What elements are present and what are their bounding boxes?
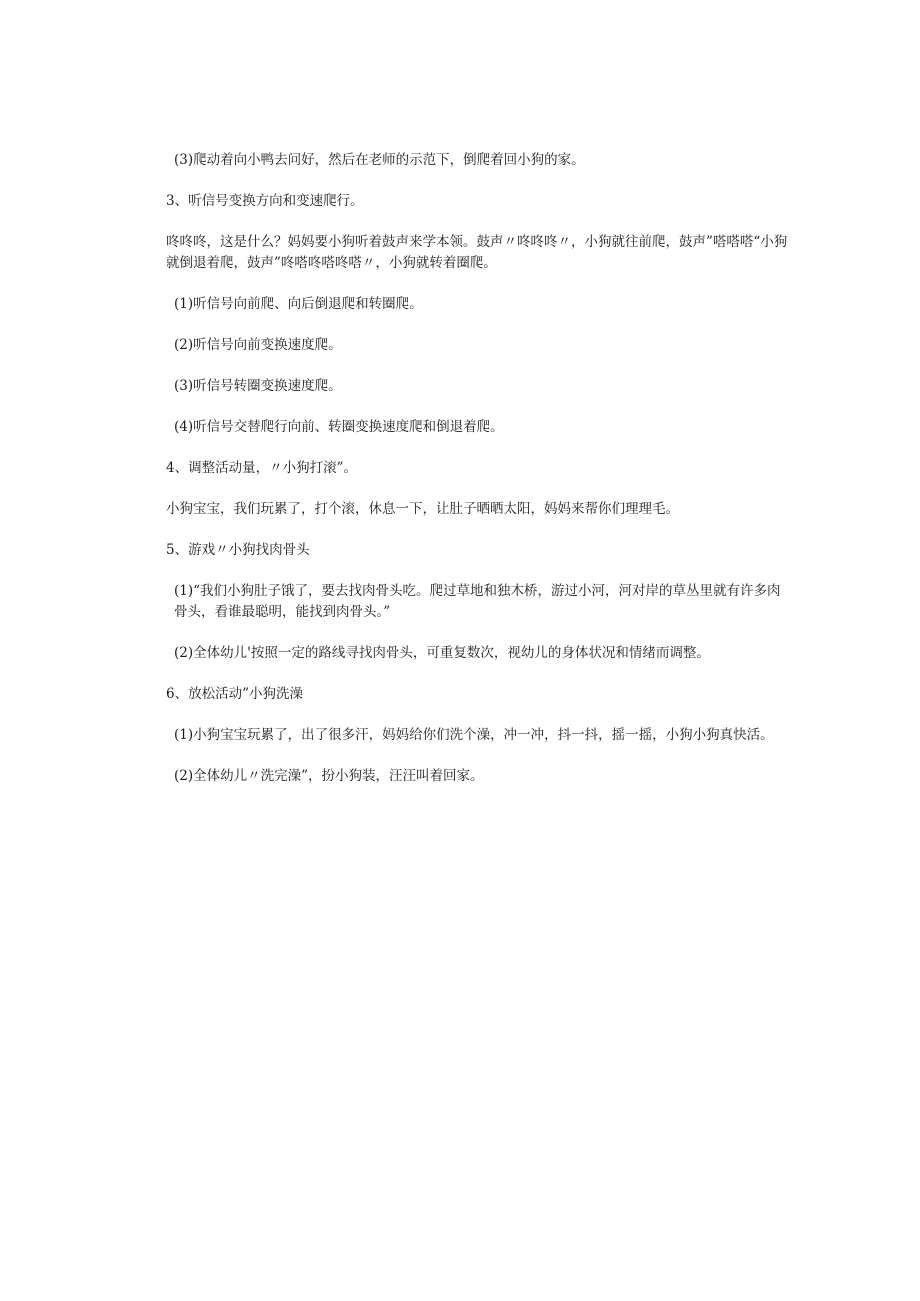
paragraph-item: (3)听信号转圈变换速度爬。 — [174, 378, 342, 394]
section-heading: 3、听信号变换方向和变速爬行。 — [166, 193, 364, 209]
section-heading: 4、调整活动量，〃小狗打滚”。 — [166, 460, 357, 476]
paragraph-body: 小狗宝宝，我们玩累了，打个滚，休息一下，让肚子晒晒太阳，妈妈来帮你们理理毛。 — [166, 501, 679, 517]
paragraph-body: 咚咚咚，这是什么？妈妈要小狗听着鼓声来学本领。鼓声〃咚咚咚〃，小狗就往前爬，鼓声”嗒嗒嗒“小狗就倒退着爬，鼓声”咚嗒咚嗒咚嗒〃，小狗就转着圈爬。 — [166, 234, 788, 271]
paragraph-item: (2)全体幼儿'按照一定的路线寻找肉骨头，可重复数次，视幼儿的身体状况和情绪而调整。 — [174, 645, 710, 661]
section-heading: 6、放松活动”小狗洗澡 — [166, 686, 303, 702]
paragraph-item: (2)全体幼儿〃洗完澡”，扮小狗装，汪汪叫着回家。 — [174, 768, 484, 784]
paragraph-item: (1)“我们小狗肚子饿了，要去找肉骨头吃。爬过草地和独木桥，游过小河，河对岸的草丛里就有许多肉骨头，看谁最聪明，能找到肉骨头。” — [174, 583, 781, 620]
document-body — [166, 150, 790, 807]
section-heading: 5、游戏〃小狗找肉骨头 — [166, 542, 310, 558]
paragraph-item: (4)听信号交替爬行向前、转圈变换速度爬和倒退着爬。 — [174, 419, 504, 435]
paragraph-item: (2)听信号向前变换速度爬。 — [174, 337, 342, 353]
paragraph-item: (1)小狗宝宝玩累了，出了很多汗，妈妈给你们洗个澡，冲一冲，抖一抖，摇一摇，小狗小狗真快活。 — [174, 727, 774, 743]
paragraph-item: (3)爬动着向小鸭去问好，然后在老师的示范下，倒爬着回小狗的家。 — [174, 152, 585, 168]
paragraph-item: (1)听信号向前爬、向后倒退爬和转圈爬。 — [174, 296, 423, 312]
